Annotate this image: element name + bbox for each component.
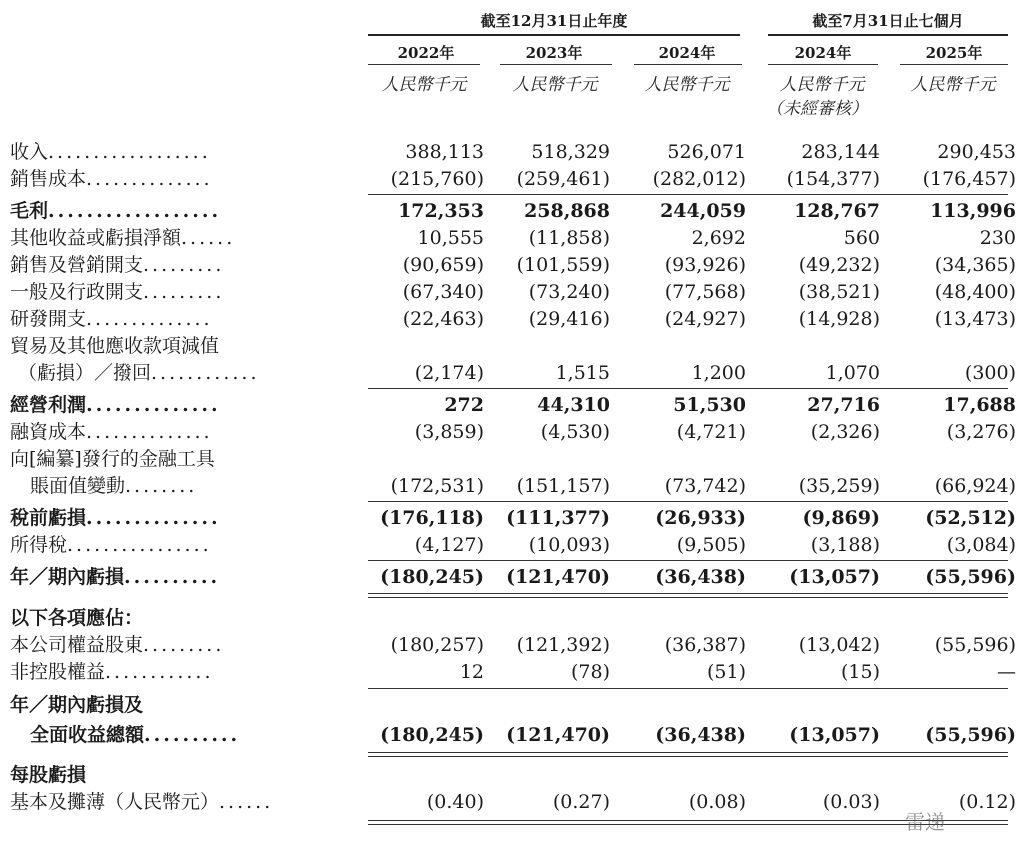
value-2025: 113,996 (930, 200, 1016, 222)
value-2025: (13,473) (934, 308, 1016, 330)
row-label: 經營利潤.............. (10, 394, 221, 416)
value-2024: 244,059 (660, 200, 746, 222)
value-2024-interim: 560 (843, 227, 880, 249)
value-2024: (93,926) (664, 254, 746, 276)
value-2023: (121,470) (506, 724, 610, 746)
value-2023: 258,868 (524, 200, 610, 222)
value-2025: (48,400) (934, 281, 1016, 303)
value-2024-interim: (13,057) (789, 566, 880, 588)
col-year-2022: 2022年 (397, 44, 455, 62)
row-label: 所得稅................ (10, 534, 212, 556)
col-rule-2024 (634, 64, 742, 65)
row-label: 非控股權益............ (10, 661, 214, 683)
value-2024: (26,933) (655, 507, 746, 529)
value-2024: (9,505) (676, 534, 746, 556)
value-2025: (3,084) (946, 534, 1016, 556)
value-2022: (172,531) (390, 475, 484, 497)
value-2022: (4,127) (414, 534, 484, 556)
col-year-2025: 2025年 (925, 44, 983, 62)
value-2024: 51,530 (673, 394, 746, 416)
row-label: 貿易及其他應收款項減值 (10, 335, 220, 357)
subtotal-rule-5 (368, 688, 1008, 689)
total-double-rule-2a (368, 752, 1008, 753)
header-rule-annual (368, 34, 740, 36)
row-other-gains-losses (0, 225, 1024, 252)
value-2023: (11,858) (528, 227, 610, 249)
header-group-interim: 截至7月31日止七個月 (812, 12, 964, 30)
value-2022: (2,174) (414, 362, 484, 384)
value-2023: (121,470) (506, 566, 610, 588)
row-gross-profit (0, 198, 1024, 225)
value-2023: 518,329 (531, 141, 610, 163)
row-impairment-reversal (0, 360, 1024, 387)
value-2023: (111,377) (506, 507, 610, 529)
value-2024-interim: (0.03) (822, 791, 880, 813)
value-2024-interim: (15) (840, 661, 880, 683)
row-rd-expenses (0, 306, 1024, 333)
row-label: 收入.................. (10, 141, 211, 163)
value-2022: (67,340) (402, 281, 484, 303)
row-label: 融資成本.............. (10, 421, 213, 443)
value-2022: (22,463) (402, 308, 484, 330)
value-2024: 526,071 (667, 141, 746, 163)
total-double-rule-1b (368, 597, 1008, 598)
row-carrying-amount-change (0, 473, 1024, 500)
row-label: 研發開支.............. (10, 308, 213, 330)
value-2023: (151,157) (516, 475, 610, 497)
row-label: 一般及行政開支......... (10, 281, 225, 303)
value-2025: (55,596) (934, 634, 1016, 656)
value-2025: — (997, 661, 1016, 683)
value-2022: (176,118) (380, 507, 484, 529)
value-2023: (121,392) (516, 634, 610, 656)
row-attributable-heading (0, 605, 1024, 632)
value-2024: (0.08) (688, 791, 746, 813)
value-2022: 272 (444, 394, 484, 416)
value-2024: (24,927) (664, 308, 746, 330)
watermark: 雷递 (905, 810, 945, 834)
col-unit-2022: 人民幣千元 (381, 75, 467, 95)
value-2024: (36,438) (655, 724, 746, 746)
value-2022: (0.40) (426, 791, 484, 813)
value-2024-interim: 1,070 (825, 362, 880, 384)
value-2025: (300) (964, 362, 1016, 384)
value-2024-interim: (35,259) (798, 475, 880, 497)
row-operating-profit (0, 392, 1024, 419)
subtotal-rule-3 (368, 501, 1008, 502)
subtotal-rule-1 (368, 194, 1008, 195)
col-unaudited-note: （未經審核） (766, 99, 868, 119)
value-2025: (52,512) (925, 507, 1016, 529)
value-2024: (36,387) (664, 634, 746, 656)
value-2024-interim: (3,188) (810, 534, 880, 556)
row-cost-of-sales (0, 166, 1024, 193)
col-rule-2022 (368, 64, 480, 65)
value-2025: (0.12) (958, 791, 1016, 813)
value-2023: (0.27) (552, 791, 610, 813)
row-label: 以下各項應佔： (10, 607, 144, 629)
value-2022: 172,353 (398, 200, 484, 222)
row-total-comprehensive-loss (0, 722, 1024, 749)
row-label: 全面收益總額.......... (30, 724, 241, 746)
value-2025: 290,453 (937, 141, 1016, 163)
col-year-2023: 2023年 (525, 44, 583, 62)
value-2024: (77,568) (664, 281, 746, 303)
value-2024-interim: 27,716 (807, 394, 880, 416)
row-label: 年／期內虧損及 (10, 694, 144, 716)
value-2024: (51) (706, 661, 746, 683)
value-2024: 1,200 (691, 362, 746, 384)
value-2025: (55,596) (925, 724, 1016, 746)
value-2022: 388,113 (405, 141, 484, 163)
value-2024: (282,012) (652, 168, 746, 190)
row-finance-costs (0, 419, 1024, 446)
value-2024-interim: (13,057) (789, 724, 880, 746)
value-2024-interim: 283,144 (801, 141, 880, 163)
row-revenue (0, 139, 1024, 166)
row-label: 本公司權益股東......... (10, 634, 225, 656)
value-2024-interim: (9,869) (802, 507, 880, 529)
value-2022: (215,760) (390, 168, 484, 190)
value-2024-interim: (2,326) (810, 421, 880, 443)
value-2024-interim: (154,377) (786, 168, 880, 190)
value-2023: 44,310 (537, 394, 610, 416)
value-2025: (3,276) (946, 421, 1016, 443)
col-year-2024: 2024年 (658, 44, 716, 62)
row-non-controlling (0, 659, 1024, 686)
value-2022: (90,659) (402, 254, 484, 276)
total-double-rule-2b (368, 756, 1008, 757)
value-2023: (73,240) (528, 281, 610, 303)
col-unit-2025: 人民幣千元 (910, 75, 996, 95)
value-2024-interim: (14,928) (798, 308, 880, 330)
row-label: 年／期內虧損.......... (10, 566, 221, 588)
header-group-annual: 截至12月31日止年度 (480, 12, 628, 30)
value-2025: (66,924) (934, 475, 1016, 497)
row-label: 毛利.................. (10, 200, 222, 222)
col-unit-2023: 人民幣千元 (512, 75, 598, 95)
value-2024: (73,742) (664, 475, 746, 497)
subtotal-rule-4 (368, 560, 1008, 561)
row-loss-for-period (0, 564, 1024, 591)
value-2023: (10,093) (528, 534, 610, 556)
value-2022: (180,257) (390, 634, 484, 656)
row-income-tax (0, 532, 1024, 559)
row-label: 其他收益或虧損淨額...... (10, 227, 236, 249)
value-2022: 12 (459, 661, 484, 683)
value-2024: (4,721) (676, 421, 746, 443)
row-label: （虧損）／撥回............ (18, 362, 260, 384)
total-double-rule-1a (368, 593, 1008, 594)
value-2024-interim: 128,767 (794, 200, 880, 222)
value-2023: (4,530) (540, 421, 610, 443)
row-label: 銷售及營銷開支......... (10, 254, 225, 276)
row-label: 基本及攤薄（人民幣元）...... (10, 791, 274, 813)
value-2024-interim: (38,521) (798, 281, 880, 303)
value-2023: (259,461) (516, 168, 610, 190)
value-2022: (180,245) (380, 566, 484, 588)
col-year-2024-interim: 2024年 (794, 44, 852, 62)
value-2025: 230 (979, 227, 1016, 249)
value-2024-interim: (49,232) (798, 254, 880, 276)
col-rule-2024-interim (768, 64, 878, 65)
subtotal-rule-2 (368, 388, 1008, 389)
row-label: 賬面值變動........ (30, 475, 198, 497)
row-total-comprehensive-heading (0, 692, 1024, 719)
value-2022: 10,555 (417, 227, 484, 249)
row-equity-shareholders (0, 632, 1024, 659)
value-2023: 1,515 (555, 362, 610, 384)
value-2023: (101,559) (516, 254, 610, 276)
col-rule-2025 (900, 64, 1008, 65)
col-unit-2024-interim: 人民幣千元 (779, 75, 865, 95)
row-basic-diluted (0, 789, 1024, 816)
value-2023: (78) (570, 661, 610, 683)
row-label: 稅前虧損.............. (10, 507, 221, 529)
value-2024-interim: (13,042) (798, 634, 880, 656)
row-label: 銷售成本.............. (10, 168, 213, 190)
value-2024: (36,438) (655, 566, 746, 588)
row-label: 向[編纂]發行的金融工具 (10, 448, 215, 470)
value-2025: (55,596) (925, 566, 1016, 588)
value-2025: 17,688 (943, 394, 1016, 416)
value-2023: (29,416) (528, 308, 610, 330)
value-2025: (176,457) (922, 168, 1016, 190)
header-rule-interim (768, 34, 1008, 36)
row-general-admin (0, 279, 1024, 306)
value-2025: (34,365) (934, 254, 1016, 276)
row-loss-per-share-heading (0, 762, 1024, 789)
row-impairment-heading (0, 333, 1024, 360)
row-selling-marketing (0, 252, 1024, 279)
value-2022: (3,859) (414, 421, 484, 443)
value-2022: (180,245) (380, 724, 484, 746)
col-rule-2023 (500, 64, 612, 65)
col-unit-2024: 人民幣千元 (644, 75, 730, 95)
row-instruments-heading (0, 446, 1024, 473)
row-label: 每股虧損 (10, 764, 87, 786)
value-2024: 2,692 (691, 227, 746, 249)
row-loss-before-tax (0, 505, 1024, 532)
